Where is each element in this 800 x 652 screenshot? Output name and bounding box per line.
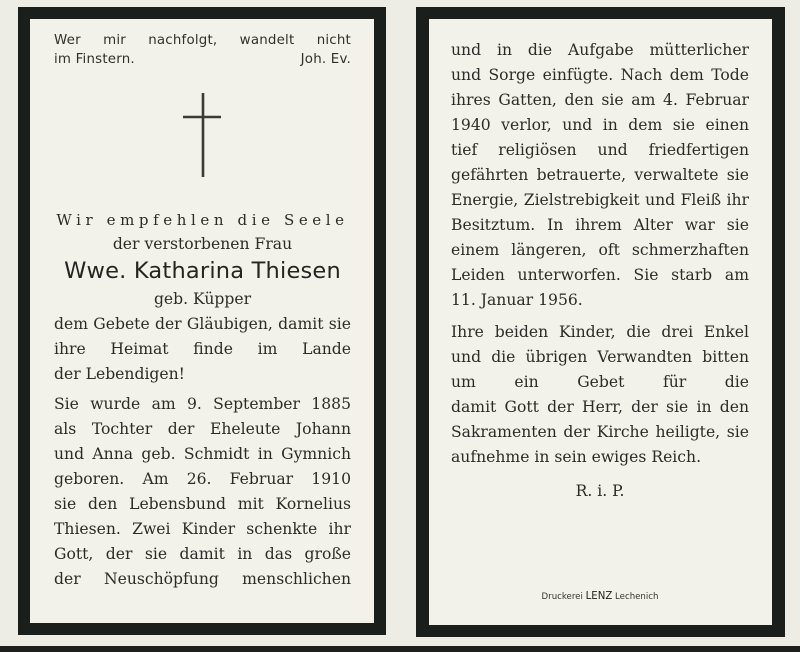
bible-verse-line-1: Wer mir nachfolgt, wandelt nicht [54,33,351,48]
biography-line: Thiesen. Zwei Kinder schenkte ihr [54,520,351,538]
memorial-card-right-panel [416,7,785,637]
biography-line: der Neuschöpfung menschlichen [54,570,351,588]
rip-closing: R. i. P. [575,482,625,500]
biography-line: sie den Lebensbund mit Kornelius [54,495,351,513]
scan-bottom-edge [0,646,800,652]
prayer-line: der Lebendigen! [54,365,185,383]
biography-line: Leiden unterworfen. Sie starb am [451,266,749,284]
cross-icon [180,93,224,179]
biography-line: tief religiösen und friedfertigen [451,141,749,159]
intro-line-2: der verstorbenen Frau [112,235,293,253]
family-request-line: damit Gott der Herr, der sie in den [451,398,749,416]
biography-line: als Tochter der Eheleute Johann [54,420,351,438]
biography-line: Energie, Zielstrebigkeit und Fleiß ihr [451,191,749,209]
biography-line: gefährten betrauerte, verwaltete sie [451,166,749,184]
family-request-line: Sakramenten der Kirche heiligte, sie [451,423,749,441]
bible-verse-text-end: im Finstern. [54,52,135,67]
biography-line: ihres Gatten, den sie am 4. Februar [451,91,749,109]
family-request-line: und die übrigen Verwandten bitten [451,348,749,366]
biography-line: Besitztum. In ihrem Alter war sie [451,216,749,234]
family-request-line: Ihre beiden Kinder, die drei Enkel [451,323,749,341]
biography-line: und in die Aufgabe mütterlicher [451,41,749,59]
printer-name: LENZ [585,591,613,602]
family-request-line: um ein Gebet für die [451,373,749,391]
bible-verse-citation: Joh. Ev. [300,52,351,67]
death-date-line: 11. Januar 1956. [451,291,583,309]
family-request-line: aufnehme in sein ewiges Reich. [451,448,702,466]
prayer-line: dem Gebete der Gläubigen, damit sie [54,315,351,333]
biography-line: und Sorge einfügte. Nach dem Tode [451,66,749,84]
biography-line: Sie wurde am 9. September 1885 [54,395,351,413]
deceased-name: Wwe. Katharina Thiesen [64,258,341,284]
bible-verse-line-2 [54,50,351,70]
biography-line: einem längeren, oft schmerzhaften [451,241,749,259]
biography-line: Gott, der sie damit in das große [54,545,351,563]
printer-place: Lechenich [615,592,659,602]
prayer-line: ihre Heimat finde im Lande [54,340,351,358]
intro-line-1: Wir empfehlen die Seele [56,211,349,229]
printer-imprint [451,587,749,607]
biography-line: und Anna geb. Schmidt in Gymnich [54,445,351,463]
biography-line: 1940 verlor, und in dem sie einen [451,116,749,134]
maiden-name: geb. Küpper [153,290,252,308]
printer-prefix: Druckerei [541,592,583,602]
biography-line: geboren. Am 26. Februar 1910 [54,470,351,488]
memorial-card-left-panel [18,7,386,635]
